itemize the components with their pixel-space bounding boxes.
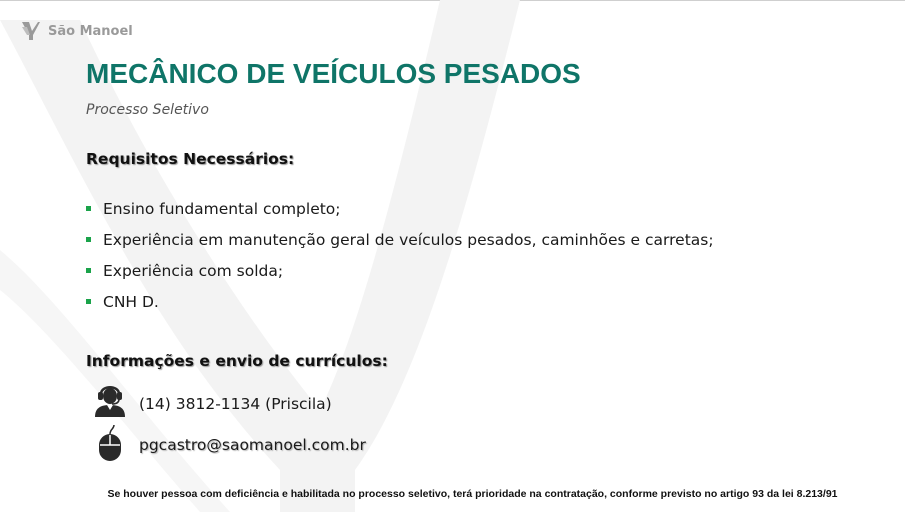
- square-bullet-icon: [86, 206, 91, 211]
- requirement-text: CNH D.: [103, 293, 159, 311]
- requirements-list: [86, 197, 714, 321]
- brand-logo: [21, 20, 133, 42]
- list-item: [86, 197, 714, 228]
- page-title: MECÂNICO DE VEÍCULOS PESADOS: [86, 58, 581, 89]
- requirement-text: Experiência com solda;: [103, 262, 284, 280]
- requirement-text: Ensino fundamental completo;: [103, 200, 341, 218]
- square-bullet-icon: [86, 299, 91, 304]
- computer-mouse-icon: [96, 424, 124, 462]
- requirements-heading: Requisitos Necessários:: [86, 150, 295, 168]
- requirement-text: Experiência em manutenção geral de veículos pesados, caminhões e carretas;: [103, 231, 714, 249]
- page-subtitle: Processo Seletivo: [86, 102, 209, 118]
- headset-person-icon: [92, 380, 128, 418]
- footer-disclaimer: Se houver pessoa com deficiência e habilitada no processo seletivo, terá prioridade na contratação, conforme previsto no artigo 93 da lei 8.213/91: [107, 488, 838, 500]
- square-bullet-icon: [86, 268, 91, 273]
- list-item: [86, 259, 714, 290]
- list-item: [86, 290, 714, 321]
- contact-phone: (14) 3812-1134 (Priscila): [139, 395, 332, 413]
- contact-heading: Informações e envio de currículos:: [86, 352, 388, 370]
- list-item: [86, 228, 714, 259]
- contact-email: pgcastro@saomanoel.com.br: [139, 436, 366, 454]
- sao-manoel-logo-icon: [21, 21, 41, 41]
- brand-name: São Manoel: [48, 23, 133, 39]
- square-bullet-icon: [86, 237, 91, 242]
